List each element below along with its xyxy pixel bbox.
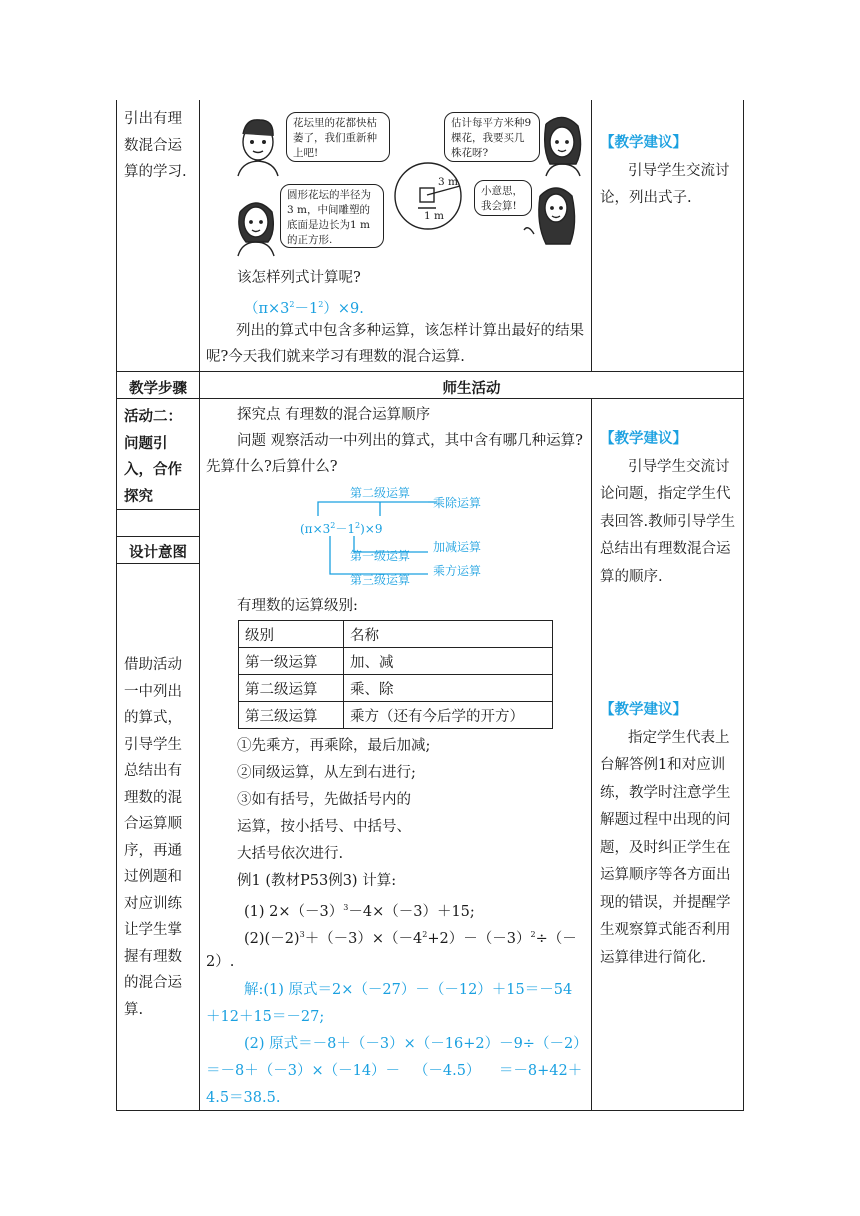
design-intent-label: 设计意图 [129,545,187,561]
second-level-label: 第二级运算 [350,486,411,500]
girl-top-speech-bubble: 估计每平方米种9棵花，我要买几株花呀? [444,112,540,162]
example-item-2-end: 2）. [206,954,235,970]
rule-3: ③如有括号，先做括号内的 [237,792,411,808]
intro-teaching-tip [600,130,738,213]
table-cell: 第一级运算 [239,648,344,675]
girl-left-speech-bubble: 圆形花坛的半径为3 m，中间雕塑的底面是边长为1 m的正方形. [280,184,384,248]
solution-line-2: ＋12＋15＝－27; [206,1009,325,1025]
table-cell: 乘方（还有今后学的开方） [344,702,553,729]
table-cell: 加、减 [344,648,553,675]
table-cell: 第三级运算 [239,702,344,729]
boy-figure [238,120,278,176]
girl-figure-top [545,117,581,176]
solution-line-3: (2) 原式＝－8＋（－3）×（－16+2）－9÷（－2） [244,1036,588,1052]
tip-text: 引导学生交流讨论，列出式子. [600,162,730,206]
table-cell: 乘、除 [344,675,553,702]
side-label: 1 m [424,210,444,222]
example-item-1: (1) $2\times(-3)^3-4\times(-3)+15$; [244,903,475,920]
mul-div-label: 乘除运算 [433,496,482,510]
add-sub-label: 加减运算 [433,540,482,554]
tip-title: 【教学建议】 [600,702,687,718]
levels-caption: 有理数的运算级别: [237,598,358,614]
table-row [239,648,553,675]
intro-formula: $(\pi\times 3^2-1^2)\times 9$. [244,300,364,317]
explore-point: 探究点 有理数的混合运算顺序 [237,407,431,423]
activity-teaching-tip-1 [600,426,738,591]
header-activities: 师生活动 [442,381,501,397]
example-title: 例1 (教材P53例3) 计算: [237,873,397,889]
solution-line-4: ＝－8＋（－3）×（－14）－ （－4.5） ＝－8+42＋ [206,1063,583,1079]
power-label: 乘方运算 [433,564,482,578]
first-level-label: 第一级运算 [350,549,411,563]
table-row [239,702,553,729]
activity-title: 活动二：问题引入，合作探究 [124,409,182,505]
diagram-expression: $(\pi\times 3^2-1^2)\times 9$ [300,521,383,536]
table-header-row [239,621,553,648]
example-item-2: $(2)(-2)^3+(-3)\times(-4^2+2)-(-3)^2\div(-$ [244,930,577,947]
rule-3-cont: 运算，按小括号、中括号、 [237,819,411,835]
rule-2: ②同级运算，从左到右进行; [237,765,416,781]
design-intent-text: 借助活动一中列出的算式，引导学生总结出有理数的混合运算顺序，再通过例题和对应训练让学生掌握有理数的混合运算. [124,657,182,1018]
radius-label: 3 m [438,176,458,188]
activity-teaching-tip-2 [600,697,738,972]
table-header: 名称 [344,621,553,648]
table-header: 级别 [239,621,344,648]
girl-figure-left [238,203,274,256]
tip-text: 引导学生交流讨论问题，指定学生代表回答.教师引导学生总结出有理数混合运算的顺序. [600,458,736,585]
tip-text: 指定学生代表上台解答例1和对应训练，教学时注意学生解题过程中出现的问题，及时纠正学生在运算顺序等各方面出现的错误，并提醒学生观察算式能否利用运算律进行简化. [600,729,731,966]
header-steps: 教学步骤 [129,381,187,397]
boy-speech-bubble: 花坛里的花都快枯萎了，我们重新种上吧! [286,112,390,162]
explore-question: 问题 观察活动一中列出的算式，其中含有哪几种运算?先算什么?后算什么? [206,433,583,475]
rule-3-end: 大括号依次进行. [237,846,344,862]
solution-line-1: 解:(1) 原式＝2×（－27）－（－12）＋15＝－54 [244,982,573,998]
intro-paragraph: 列出的算式中包含多种运算，该怎样计算出最好的结果呢?今天我们就来学习有理数的混合运算. [206,323,584,365]
table-cell: 第二级运算 [239,675,344,702]
levels-table [238,620,553,729]
rule-1: ①先乘方，再乘除，最后加减; [237,738,431,754]
intro-question: 该怎样列式计算呢? [237,270,361,286]
tip-title: 【教学建议】 [600,431,687,447]
solution-line-5: 4.5＝38.5. [206,1090,281,1106]
girl-bottom-speech-bubble: 小意思，我会算! [474,180,532,216]
intro-left-text: 引出有理数混合运算的学习. [124,111,187,180]
table-row [239,675,553,702]
third-level-label: 第三级运算 [350,573,411,587]
tip-title: 【教学建议】 [600,135,687,151]
